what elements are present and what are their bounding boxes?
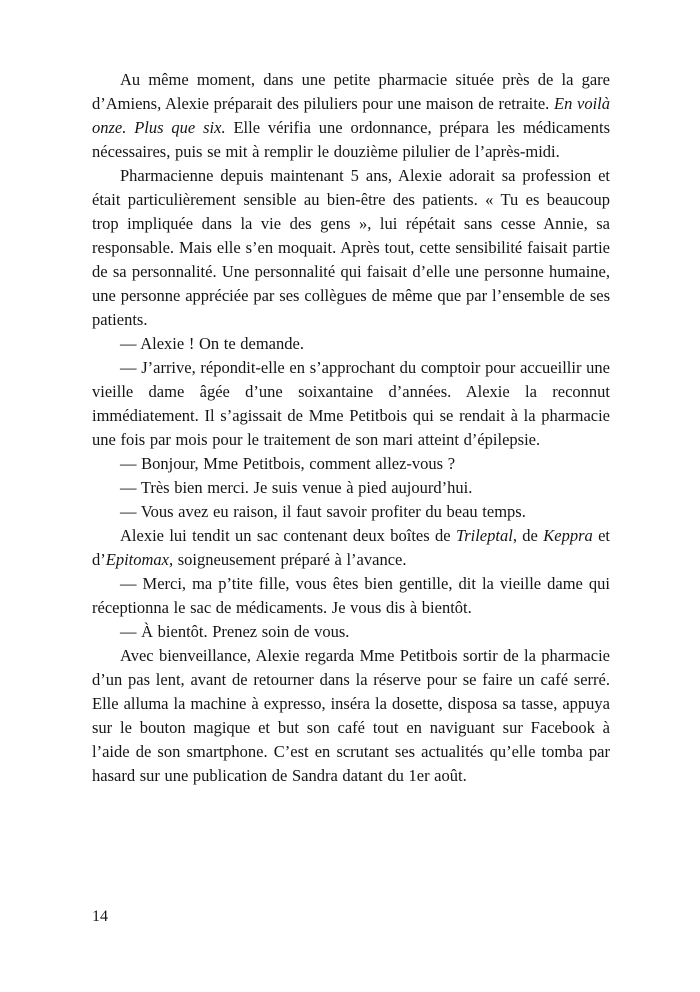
paragraph: [92, 572, 610, 620]
paragraph: [92, 644, 610, 788]
text-run: — Merci, ma p’tite fille, vous êtes bien gentille, dit la vieille dame qui réceptionna le sac de médicaments. Je vous dis à bientôt.: [92, 574, 610, 617]
paragraph: [92, 452, 610, 476]
text-run: , de: [512, 526, 544, 545]
text-run: — Très bien merci. Je suis venue à pied aujourd’hui.: [120, 478, 473, 497]
text-run: — J’arrive, répondit-elle en s’approchant du comptoir pour accueillir une vieille dame âgée d’une soixantaine d’années. Alexie la reconnut immédiatement. Il s’agissait de Mme Petitbois qui se rendait à la pharmacie une fois par mois pour le traitement de son mari atteint d’épilepsie.: [92, 358, 610, 449]
paragraph: [92, 68, 610, 164]
text-run: — Vous avez eu raison, il faut savoir profiter du beau temps.: [120, 502, 526, 521]
text-run: Au même moment, dans une petite pharmacie située près de la gare d’Amiens, Alexie préparait des piluliers pour une maison de retraite.: [92, 70, 610, 113]
text-run: Pharmacienne depuis maintenant 5 ans, Alexie adorait sa profession et était particulièrement sensible au bien-être des patients. « Tu es beaucoup trop impliquée dans la vie des gens », lui répétait sans cesse Annie, sa responsable. Mais elle s’en moquait. Après tout, cette sensibilité faisait partie de sa personnalité. Une personnalité qui faisait d’elle une personne humaine, une personne appréciée par ses collègues de même que par l’ensemble de ses patients.: [92, 166, 610, 329]
text-run: Elle vérifia une ordonnance, prépara les médicaments nécessaires, puis se mit à remplir le douzième pilulier de l’après-midi.: [92, 118, 610, 161]
text-run: et d’: [92, 526, 610, 569]
paragraph: [92, 620, 610, 644]
paragraph: [92, 356, 610, 452]
paragraph: [92, 164, 610, 332]
italic-run: Trileptal: [455, 526, 513, 545]
page-body: [92, 68, 610, 788]
italic-run: En voilà onze. Plus que six.: [92, 94, 610, 137]
paragraph: [92, 500, 610, 524]
paragraph: [92, 332, 610, 356]
paragraph: [92, 476, 610, 500]
text-run: — Bonjour, Mme Petitbois, comment allez-vous ?: [120, 454, 456, 473]
text-run: Alexie lui tendit un sac contenant deux boîtes de: [120, 526, 456, 545]
text-run: — Alexie ! On te demande.: [120, 334, 304, 353]
text-run: soigneusement préparé à l’avance.: [173, 550, 407, 569]
page-number: 14: [92, 908, 108, 925]
text-run: Avec bienveillance, Alexie regarda Mme Petitbois sortir de la pharmacie d’un pas lent, avant de retourner dans la réserve pour se faire un café serré. Elle alluma la machine à expresso, inséra la dosette, disposa sa tasse, appuya sur le bouton magique et but son café tout en naviguant sur Facebook à l’aide de son smartphone. C’est en scrutant ses actualités qu’elle tomba par hasard sur une publication de Sandra datant du 1er août.: [92, 646, 610, 785]
italic-run: Epitomax,: [105, 550, 174, 569]
italic-run: Keppra: [543, 526, 593, 545]
text-run: — À bientôt. Prenez soin de vous.: [120, 622, 350, 641]
paragraph: [92, 524, 610, 572]
